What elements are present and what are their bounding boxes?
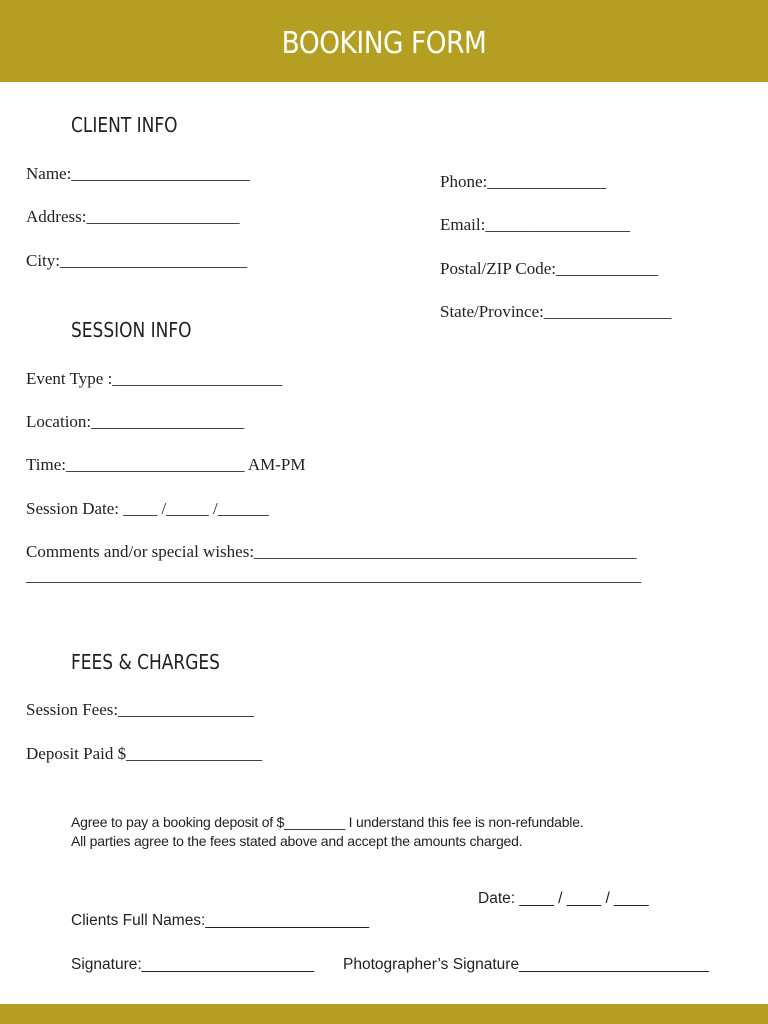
page-title: BOOKING FORM: [281, 26, 487, 61]
comments-field-line2[interactable]: ___________________________________________________________________________: [26, 566, 642, 585]
date-field[interactable]: Date: ____ / ____ / ____: [478, 890, 649, 907]
address-field[interactable]: Address:__________________: [26, 207, 240, 226]
clients-full-names-field[interactable]: Clients Full Names:___________________: [71, 912, 370, 929]
state-province-field[interactable]: State/Province:_______________: [440, 302, 672, 321]
photographer-signature-field[interactable]: Photographer’s Signature______________________: [343, 956, 709, 973]
email-field[interactable]: Email:_________________: [440, 215, 630, 234]
session-info-heading: SESSION INFO: [71, 318, 192, 342]
fees-agreement-text: All parties agree to the fees stated above and accept the amounts charged.: [71, 833, 523, 849]
signature-field[interactable]: Signature:____________________: [71, 956, 315, 973]
event-type-field[interactable]: Event Type :____________________: [26, 369, 283, 388]
footer-bar: [0, 1004, 768, 1024]
name-field[interactable]: Name:_____________________: [26, 164, 250, 183]
deposit-agreement-text: Agree to pay a booking deposit of $________ I understand this fee is non-refundable.: [71, 814, 584, 830]
city-field[interactable]: City:______________________: [26, 251, 248, 270]
phone-field[interactable]: Phone:______________: [440, 172, 607, 191]
fees-charges-heading: FEES & CHARGES: [71, 650, 220, 674]
session-date-field[interactable]: Session Date: ____ /_____ /______: [26, 499, 269, 518]
time-field[interactable]: Time:_____________________ AM-PM: [26, 455, 306, 474]
location-field[interactable]: Location:__________________: [26, 412, 245, 431]
client-info-heading: CLIENT INFO: [71, 113, 178, 137]
session-fees-field[interactable]: Session Fees:________________: [26, 700, 255, 719]
deposit-paid-field[interactable]: Deposit Paid $________________: [26, 744, 263, 763]
postal-zip-field[interactable]: Postal/ZIP Code:____________: [440, 259, 659, 278]
comments-field[interactable]: Comments and/or special wishes:_____________________________________________: [26, 542, 637, 561]
